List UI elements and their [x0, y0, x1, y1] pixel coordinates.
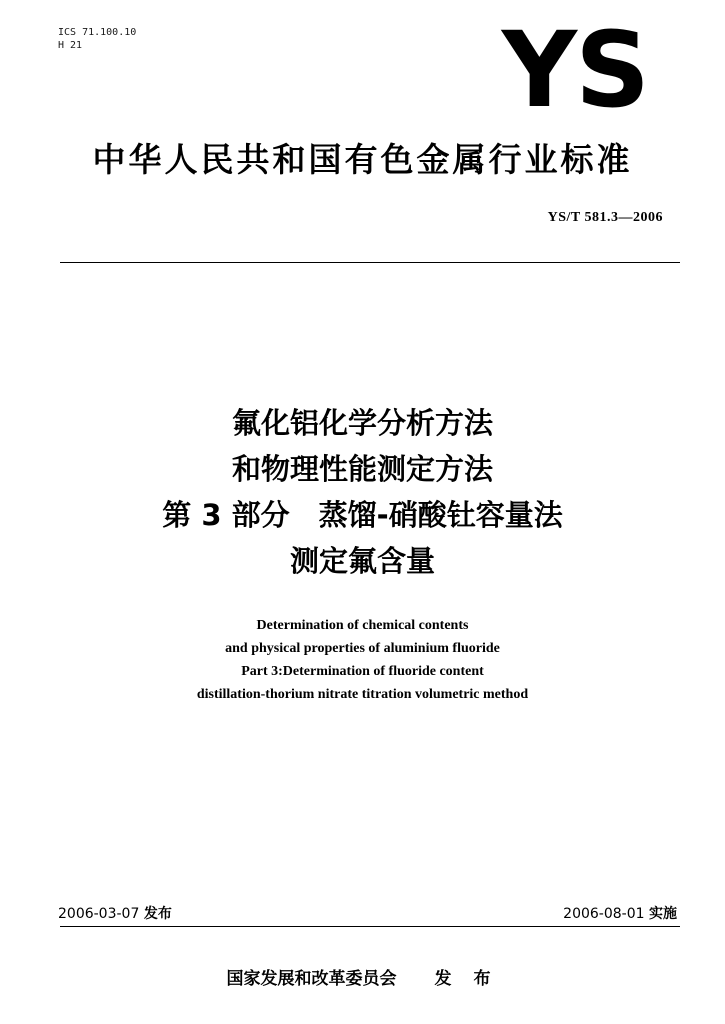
ys-logo: YS [501, 9, 648, 131]
english-title-line-4: distillation-thorium nitrate titration volumetric method [196, 687, 529, 702]
chinese-title-line-4: 测定氟含量 [289, 544, 435, 578]
standard-number: YS/T 581.3—2006 [547, 210, 663, 225]
implementation-label: 实施 [649, 906, 677, 922]
chinese-title [0, 400, 725, 584]
english-title-line-1: Determination of chemical contents [256, 618, 469, 633]
issue-date-block [58, 903, 172, 923]
english-title-line-3: Part 3:Determination of fluoride content [241, 664, 484, 679]
issue-label: 发布 [143, 906, 172, 922]
ics-code: ICS 71.100.10 [58, 27, 137, 38]
english-title-line-2: and physical properties of aluminium fluoride [225, 641, 500, 656]
implementation-date: 2006-08-01 [563, 906, 645, 922]
chinese-title-line-3: 第 3 部分 蒸馏-硝酸钍容量法 [162, 498, 563, 532]
chinese-title-line-2: 和物理性能测定方法 [231, 452, 493, 486]
english-title [0, 614, 725, 706]
bottom-divider [60, 926, 680, 927]
publisher-line [0, 964, 725, 989]
ccs-code: H 21 [58, 40, 83, 51]
publisher-name: 国家发展和改革委员会 [226, 969, 397, 989]
issue-date: 2006-03-07 [58, 906, 140, 922]
top-divider [60, 262, 680, 263]
chinese-title-line-1: 氟化铝化学分析方法 [231, 406, 493, 440]
org-title: 中华人民共和国有色金属行业标准 [92, 140, 633, 179]
publisher-label: 发 布 [434, 969, 499, 989]
implementation-date-block [563, 903, 677, 923]
classification-codes [58, 26, 136, 52]
